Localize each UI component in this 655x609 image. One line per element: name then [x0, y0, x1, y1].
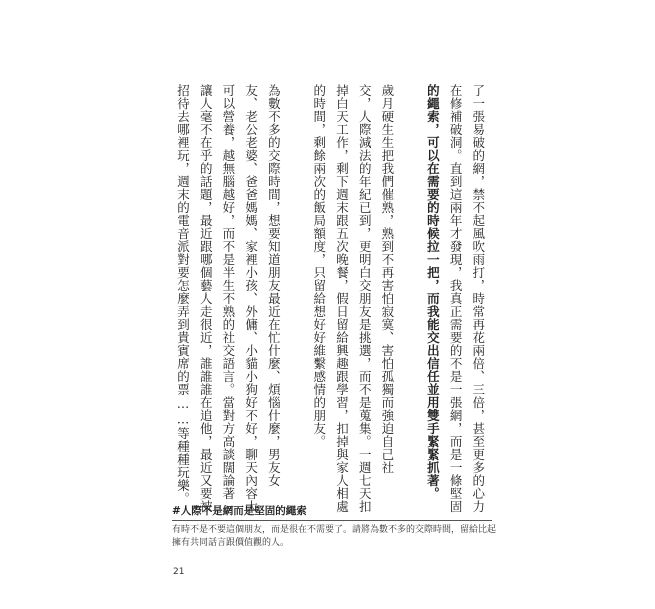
caption-title: #人際不是網而是堅固的繩索	[172, 503, 492, 521]
page-number: 21	[173, 567, 185, 577]
paragraph-column: 為數不多的交際時間，想要知道朋友最近在忙什麼、煩惱什麼，男友女	[266, 84, 282, 487]
paragraph-column: 讓人毫不在乎的話題，最近跟哪個藝人走很近，誰誰誰在追他，最近又要被	[198, 84, 214, 513]
paragraph-column: 招待去哪裡玩，週末的電音派對要怎麼弄到貴賓席的票……等種種玩樂。	[175, 84, 191, 505]
paragraph-column: 掉白天工作，剩下週末跟五次晚餐，假日留給興趣跟學習，扣掉與家人相處	[334, 84, 350, 513]
caption-line: 有時不是不要這個朋友，而是很在不需要了。請將為數不多的交際時間，留給比起	[172, 525, 497, 535]
paragraph-column: 在修補破洞。直到這兩年才發現，我真正需要的不是一張網，而是一條堅固	[448, 84, 464, 513]
paragraph-column: 交，人際減法的年紀已到，更明白交朋友是挑選，而不是蒐集。一週七天扣	[357, 84, 373, 513]
paragraph-column: 友、老公老婆、爸爸媽媽、家裡小孩、外傭、小貓小狗好不好，聊天內容大	[243, 84, 259, 513]
paragraph-column: 歲月硬生生把我們催熟，熟到不再害怕寂寞、害怕孤獨而強迫自己社	[379, 84, 395, 474]
paragraph-column: 的時間，剩餘兩次的飯局額度，只留給想好好維繫感情的朋友。	[311, 84, 327, 448]
paragraph-column-bold: 的繩索，可以在需要的時候拉一把，而我能交出信任並用雙手緊緊抓著。	[425, 84, 441, 500]
paragraph-column: 可以營養，越無腦越好，而不是半生不熟的社交語言。當對方高談闊論著	[220, 84, 236, 500]
caption-line: 擁有共同話言跟價值觀的人。	[172, 538, 290, 548]
caption-box	[172, 503, 497, 550]
paragraph-column: 了一張易破的網，禁不起風吹雨打，時常再花兩倍、三倍，甚至更多的心力	[470, 84, 486, 513]
